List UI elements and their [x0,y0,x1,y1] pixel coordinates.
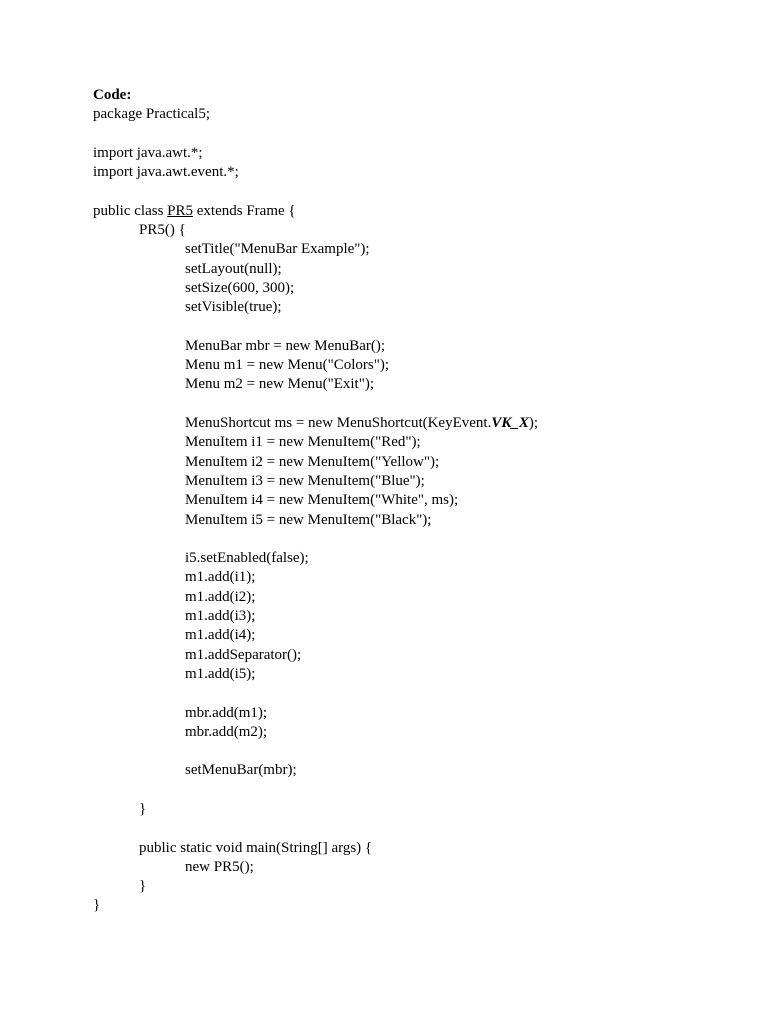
code-line-class-declaration [93,202,728,221]
code-line-menu-shortcut [93,414,728,433]
code-line-add-i4: m1.add(i4); [185,627,256,644]
code-line-set-menubar: setMenuBar(mbr); [185,762,297,779]
shortcut-suffix: ); [528,415,539,432]
blank-line [93,125,728,144]
blank-line [93,395,728,414]
code-line-main-signature: public static void main(String[] args) { [139,839,373,856]
code-line-class-close: } [93,897,101,914]
blank-line [93,530,728,549]
code-line-constructor-close: } [139,800,147,817]
class-prefix: public class [93,202,168,219]
code-line-item-i3: MenuItem i3 = new MenuItem("Blue"); [185,472,425,489]
code-line-main-body: new PR5(); [185,858,254,875]
code-line-main-close: } [139,878,147,895]
blank-line [93,781,728,800]
code-line-add-i3: m1.add(i3); [185,608,256,625]
code-line-item-i5: MenuItem i5 = new MenuItem("Black"); [185,511,432,528]
code-line-add-i5: m1.add(i5); [185,665,256,682]
code-line-menu-m1: Menu m1 = new Menu("Colors"); [185,357,390,374]
code-line-mbr-add-m1: mbr.add(m1); [185,704,268,721]
code-line-menubar: MenuBar mbr = new MenuBar(); [185,337,386,354]
shortcut-constant: VK_X [491,415,529,432]
code-document [93,86,728,916]
code-line-package: package Practical5; [93,106,211,123]
code-heading: Code: [93,87,132,103]
code-line-mbr-add-m2: mbr.add(m2); [185,723,268,740]
code-line-set-title: setTitle("MenuBar Example"); [185,241,370,258]
blank-line [93,742,728,761]
code-line-set-visible: setVisible(true); [185,299,282,316]
code-line-add-i2: m1.add(i2); [185,588,256,605]
code-line-i5-disable: i5.setEnabled(false); [185,550,309,567]
code-line-import-awt: import java.awt.*; [93,144,203,161]
code-line-item-i2: MenuItem i2 = new MenuItem("Yellow"); [185,453,440,470]
blank-line [93,819,728,838]
shortcut-prefix: MenuShortcut ms = new MenuShortcut(KeyEvent. [185,415,492,432]
code-line-add-i1: m1.add(i1); [185,569,256,586]
class-suffix: extends Frame { [193,202,296,219]
code-line-add-separator: m1.addSeparator(); [185,646,302,663]
code-line-item-i1: MenuItem i1 = new MenuItem("Red"); [185,434,421,451]
blank-line [93,318,728,337]
code-line-import-event: import java.awt.event.*; [93,164,239,181]
code-line-set-layout: setLayout(null); [185,260,282,277]
code-line-set-size: setSize(600, 300); [185,279,295,296]
class-name: PR5 [167,202,194,219]
blank-line [93,182,728,201]
blank-line [93,684,728,703]
code-line-item-i4: MenuItem i4 = new MenuItem("White", ms); [185,492,459,509]
code-line-menu-m2: Menu m2 = new Menu("Exit"); [185,376,375,393]
code-line-constructor: PR5() { [139,222,186,239]
